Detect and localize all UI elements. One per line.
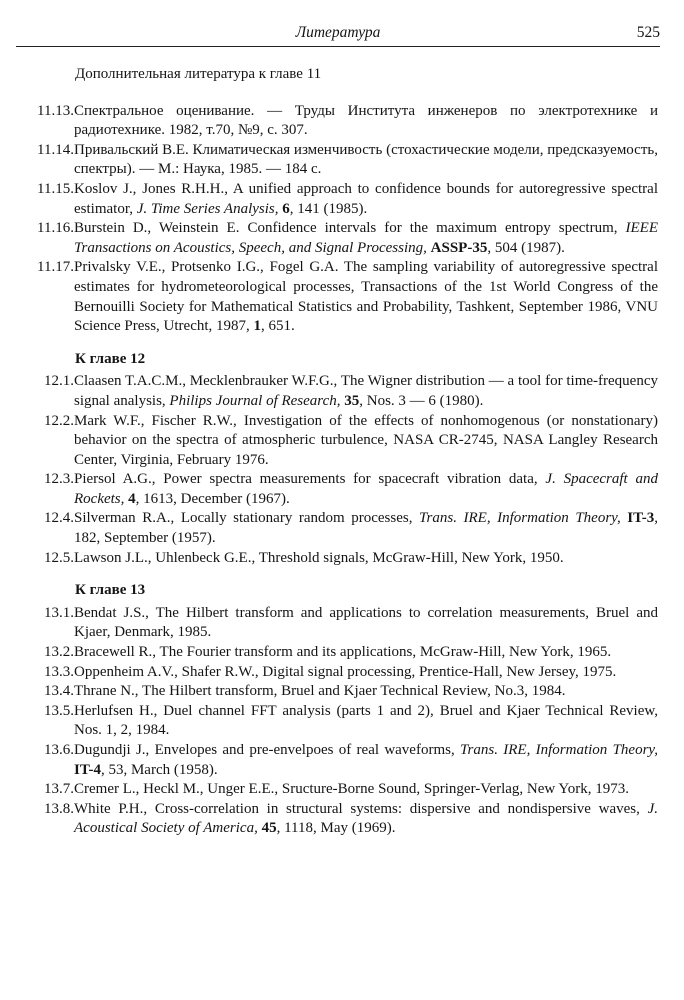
- journal-title: J. Acoustical Society of America,: [74, 800, 658, 837]
- reference-text: Burstein D., Weinstein E. Confidence intervals for the maximum entropy spectrum,: [74, 220, 626, 237]
- volume-number: 1: [253, 318, 262, 335]
- reference-text: , 1118, May (1969).: [276, 820, 396, 837]
- reference-text: , 1613, December (1967).: [135, 490, 290, 507]
- reference-number: 12.5.: [44, 549, 74, 566]
- volume-number: 35: [344, 392, 360, 409]
- volume-number: IT-4: [74, 761, 101, 778]
- reference-item: [22, 470, 658, 509]
- volume-number: 6: [282, 200, 290, 217]
- reference-number: 12.2.: [44, 412, 74, 429]
- reference-number: 11.16.: [37, 220, 74, 237]
- reference-text: Thrane N., The Hilbert transform, Bruel and Kjaer Technical Review, No.3, 1984.: [74, 683, 566, 700]
- reference-text: , 141 (1985).: [289, 200, 368, 217]
- reference-text: Mark W.F., Fischer R.W., Investigation of the effects of nonhomogenous (or nonstationary) behavior on the spectra of atmospheric turbulence, NASA CR-2745, NASA Langley Research Center, Virginia, February 1976.: [74, 412, 658, 468]
- reference-number: 13.8.: [44, 800, 74, 817]
- reference-number: 13.4.: [44, 683, 74, 700]
- reference-item: [22, 702, 658, 741]
- chapter-list: [22, 102, 658, 839]
- reference-text: , 504 (1987).: [487, 239, 565, 256]
- reference-item: [22, 549, 658, 569]
- reference-number: 13.6.: [44, 742, 74, 758]
- reference-item: [22, 780, 658, 800]
- running-title: Литература: [295, 24, 381, 41]
- reference-text: Спектральное оценивание. — Труды Института инженеров по электротехнике и радиотехнике. 1982, т.70, №9, с. 307.: [74, 102, 658, 139]
- reference-number: 11.14.: [37, 141, 74, 158]
- volume-number: 4: [128, 490, 136, 507]
- reference-item: [22, 509, 658, 548]
- chapter-heading: К главе 13: [75, 582, 146, 599]
- reference-text: Dugundji J., Envelopes and pre-envelpoes of real waveforms,: [74, 742, 461, 758]
- volume-number: ASSP-35: [430, 239, 488, 256]
- page-header: [16, 22, 660, 47]
- chapter-heading: К главе 12: [75, 350, 146, 367]
- reference-item: [22, 372, 658, 411]
- reference-text: Claasen T.A.C.M., Mecklenbrauker W.F.G., The Wigner distribution — a tool for time-frequency signal analysis,: [74, 373, 658, 409]
- reference-list: [22, 372, 658, 568]
- reference-item: [22, 663, 658, 683]
- reference-text: , 53, March (1958).: [100, 761, 218, 778]
- reference-text: White P.H., Cross-correlation in structural systems: dispersive and nondispersive waves,: [74, 800, 648, 817]
- reference-text: Koslov J., Jones R.H.H., A unified approach to confidence bounds for autoregressive spectral estimator,: [74, 180, 658, 217]
- reference-item: [22, 682, 658, 702]
- reference-item: [22, 643, 658, 663]
- reference-text: Привальский В.Е. Климатическая изменчивость (стохастические модели, предсказуемость, спектры). — М.: Наука, 1985. — 184 с.: [74, 141, 658, 178]
- reference-text: , 182, September (1957).: [74, 510, 658, 547]
- reference-item: [22, 141, 658, 180]
- reference-number: 11.13.: [37, 102, 74, 119]
- reference-text: Lawson J.L., Uhlenbeck G.E., Threshold signals, McGraw-Hill, New York, 1950.: [74, 549, 564, 566]
- reference-list: [22, 604, 658, 839]
- reference-item: [22, 102, 658, 141]
- journal-title: Philips Journal of Research,: [169, 392, 341, 409]
- reference-number: 12.3.: [44, 471, 74, 488]
- reference-item: [22, 741, 658, 780]
- section-title: Дополнительная литература к главе 11: [75, 66, 322, 82]
- reference-item: [22, 180, 658, 219]
- reference-item: [22, 258, 658, 336]
- reference-text: , Nos. 3 — 6 (1980).: [359, 392, 484, 409]
- reference-number: 13.5.: [44, 702, 74, 719]
- reference-text: Cremer L., Heckl M., Unger E.E., Sructure-Borne Sound, Springer-Verlag, New York, 1973.: [74, 781, 630, 798]
- reference-item: [22, 800, 658, 839]
- reference-item: [22, 412, 658, 471]
- reference-text: Herlufsen H., Duel channel FFT analysis (parts 1 and 2), Bruel and Kjaer Technical Review, Nos. 1, 2, 1984.: [74, 702, 658, 739]
- reference-text: Bracewell R., The Fourier transform and its applications, McGraw-Hill, New York, 1965.: [74, 644, 612, 661]
- reference-text: Bendat J.S., The Hilbert transform and applications to correlation measurements, Bruel and Kjaer, Denmark, 1985.: [74, 604, 658, 641]
- bibliography: [22, 65, 658, 839]
- reference-number: 13.1.: [44, 604, 74, 621]
- reference-number: 13.7.: [44, 781, 74, 798]
- reference-item: [22, 604, 658, 643]
- journal-title: Trans. IRE, Information Theory,: [419, 510, 621, 527]
- volume-number: IT-3: [627, 510, 655, 527]
- reference-text: Privalsky V.E., Protsenko I.G., Fogel G.A. The sampling variability of autoregressive spectral estimates for hydrometeorological processes, Transactions of the 1st World Congress of the Bernouilli Society for Mathematical Statistics and Probability, Tashkent, September 1986, VNU Science Press, Utrecht, 1987,: [74, 259, 658, 335]
- reference-item: [22, 219, 658, 258]
- reference-number: 13.2.: [44, 644, 74, 661]
- reference-text: , 651.: [261, 318, 295, 335]
- volume-number: 45: [261, 820, 277, 837]
- reference-number: 12.4.: [44, 510, 74, 527]
- reference-text: Oppenheim A.V., Shafer R.W., Digital signal processing, Prentice-Hall, New Jersey, 1975.: [74, 663, 617, 680]
- journal-title: IEEE Transactions on Acoustics, Speech, and Signal Processing,: [74, 220, 658, 256]
- reference-number: 13.3.: [44, 663, 74, 680]
- reference-text: Silverman R.A., Locally stationary random processes,: [74, 510, 420, 527]
- journal-title: J. Spacecraft and Rockets,: [74, 471, 658, 507]
- reference-text: Piersol A.G., Power spectra measurements for spacecraft vibration data,: [74, 471, 546, 488]
- reference-number: 11.17.: [37, 259, 74, 276]
- journal-title: J. Time Series Analysis,: [136, 200, 279, 217]
- page-number: 525: [636, 24, 660, 41]
- reference-number: 11.15.: [37, 180, 74, 197]
- reference-number: 12.1.: [44, 373, 74, 390]
- reference-list: [22, 102, 658, 337]
- journal-title: Trans. IRE, Information Theory,: [460, 742, 658, 758]
